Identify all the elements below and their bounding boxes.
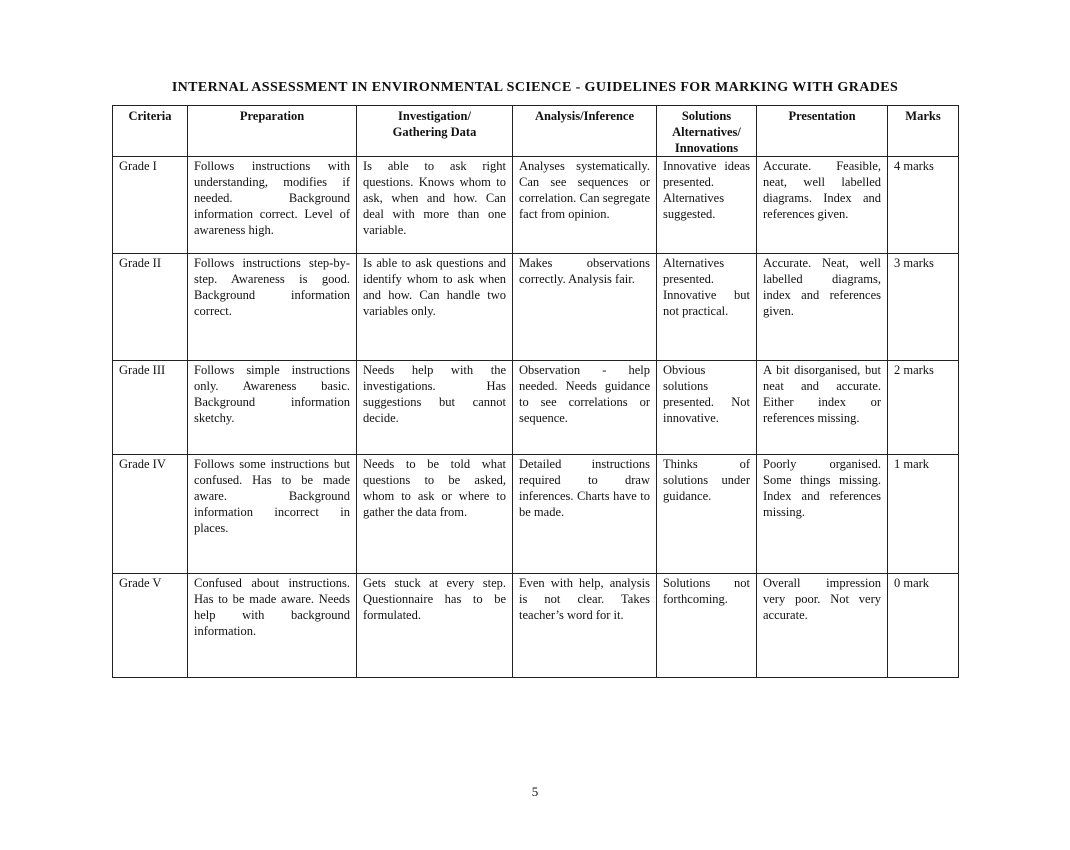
grading-rubric-table <box>112 105 959 678</box>
cell-solutions: Innovative ideas presented. Alternatives suggested. <box>657 157 757 254</box>
table-row <box>113 254 959 361</box>
cell-investigation: Is able to ask right questions. Knows whom to ask, when and how. Can deal with more than one variable. <box>357 157 513 254</box>
table-row <box>113 574 959 678</box>
cell-preparation: Confused about instructions. Has to be made aware. Needs help with background information. <box>188 574 357 678</box>
table-row <box>113 361 959 455</box>
cell-solutions: Alternatives presented. Innovative but not practical. <box>657 254 757 361</box>
cell-criteria: Grade I <box>113 157 188 254</box>
cell-presentation: Accurate. Feasible, neat, well labelled diagrams. Index and references given. <box>757 157 888 254</box>
cell-presentation: A bit disorganised, but neat and accurate. Either index or references missing. <box>757 361 888 455</box>
cell-marks: 2 marks <box>888 361 959 455</box>
header-solutions: Solutions Alternatives/ Innovations <box>657 106 757 157</box>
cell-analysis: Makes observations correctly. Analysis fair. <box>513 254 657 361</box>
cell-solutions: Solutions not forthcoming. <box>657 574 757 678</box>
table-row <box>113 455 959 574</box>
header-criteria: Criteria <box>113 106 188 157</box>
header-analysis: Analysis/Inference <box>513 106 657 157</box>
cell-marks: 3 marks <box>888 254 959 361</box>
cell-analysis: Analyses systematically. Can see sequences or correlation. Can segregate fact from opinion. <box>513 157 657 254</box>
cell-marks: 0 mark <box>888 574 959 678</box>
cell-preparation: Follows instructions step-by-step. Awareness is good. Background information correct. <box>188 254 357 361</box>
cell-marks: 1 mark <box>888 455 959 574</box>
cell-solutions: Thinks of solutions under guidance. <box>657 455 757 574</box>
cell-analysis: Even with help, analysis is not clear. Takes teacher’s word for it. <box>513 574 657 678</box>
cell-investigation: Needs help with the investigations. Has suggestions but cannot decide. <box>357 361 513 455</box>
cell-solutions: Obvious solutions presented. Not innovative. <box>657 361 757 455</box>
cell-analysis: Detailed instructions required to draw inferences. Charts have to be made. <box>513 455 657 574</box>
table-header-row <box>113 106 959 157</box>
table-row <box>113 157 959 254</box>
cell-marks: 4 marks <box>888 157 959 254</box>
cell-presentation: Poorly organised. Some things missing. Index and references missing. <box>757 455 888 574</box>
cell-criteria: Grade V <box>113 574 188 678</box>
cell-preparation: Follows some instructions but confused. Has to be made aware. Background information incorrect in places. <box>188 455 357 574</box>
cell-criteria: Grade III <box>113 361 188 455</box>
cell-investigation: Is able to ask questions and identify whom to ask when and how. Can handle two variables only. <box>357 254 513 361</box>
header-presentation: Presentation <box>757 106 888 157</box>
cell-criteria: Grade IV <box>113 455 188 574</box>
cell-investigation: Needs to be told what questions to be asked, whom to ask or where to gather the data from. <box>357 455 513 574</box>
cell-preparation: Follows instructions with understanding, modifies if needed. Background information correct. Level of awareness high. <box>188 157 357 254</box>
header-preparation: Preparation <box>188 106 357 157</box>
cell-presentation: Accurate. Neat, well labelled diagrams, index and references given. <box>757 254 888 361</box>
header-marks: Marks <box>888 106 959 157</box>
page-number: 5 <box>531 784 539 799</box>
header-investigation: Investigation/ Gathering Data <box>357 106 513 157</box>
cell-criteria: Grade II <box>113 254 188 361</box>
cell-investigation: Gets stuck at every step. Questionnaire has to be formulated. <box>357 574 513 678</box>
page-title: INTERNAL ASSESSMENT IN ENVIRONMENTAL SCIENCE - GUIDELINES FOR MARKING WITH GRADES <box>171 80 899 95</box>
cell-preparation: Follows simple instructions only. Awareness basic. Background information sketchy. <box>188 361 357 455</box>
cell-presentation: Overall impression very poor. Not very accurate. <box>757 574 888 678</box>
cell-analysis: Observation - help needed. Needs guidance to see correlations or sequence. <box>513 361 657 455</box>
